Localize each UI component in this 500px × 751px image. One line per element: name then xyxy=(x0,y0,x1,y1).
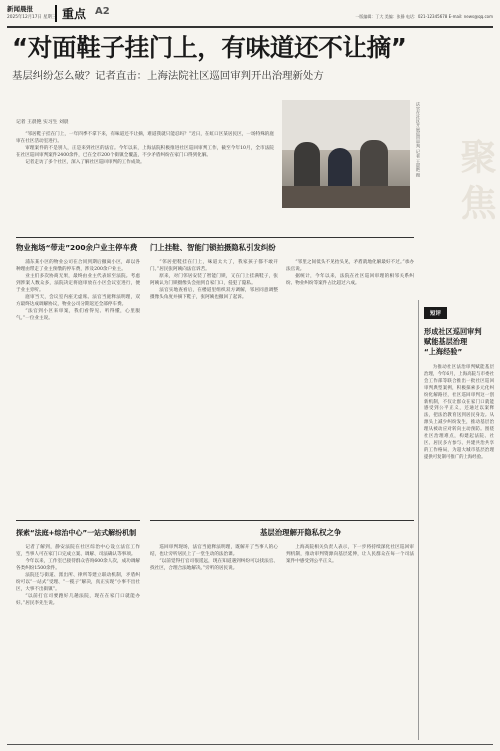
section-paragraph: 庭审当天，会议室内座无虚席。法官当庭释法明理，双方最终达成调解协议，物业公司分期返还全部停车费。 xyxy=(16,295,140,308)
section-heading: 探索“法庭+综治中心”一站式解纷机制 xyxy=(16,529,137,537)
paper-name: 新闻晨报 xyxy=(7,5,33,13)
article-section xyxy=(16,243,140,322)
section-paragraph: 巡回审判现场，法官当庭释法明理，既解开了当事人的心结，也让旁听居民上了一堂生动的法治课。 xyxy=(150,545,278,558)
headline: “对面鞋子挂门上，有味道还不让摘” xyxy=(12,33,407,62)
section-paragraph: 今年以来，工作室已接待群众咨询600余人次，成功调解各类纠纷1500余件。 xyxy=(16,559,140,572)
section-paragraph: 法官实地查看后，在楼道里组织双方调解，邻居同意调整摄像头角度并摘下鞋子，张阿姨也撤回了起诉。 xyxy=(150,288,278,301)
masthead xyxy=(7,4,493,26)
photo-table xyxy=(282,186,410,208)
section-paragraph: 记者了解到，静安法院在社区综治中心设立法官工作室，当事人可在家门口完成立案、调解、司法确认等事项。 xyxy=(16,545,140,558)
commentary-column xyxy=(424,300,494,462)
section-heading: 物业拖场“带走”200余户业主停车费 xyxy=(16,243,138,252)
section-paragraph: “以前觉得打官司很遥远，现在知道遇到纠纷可以找法官、找社区，合理合法地解决。”旁听的居民说。 xyxy=(150,559,278,572)
section-divider xyxy=(16,237,414,238)
article-section xyxy=(150,528,414,744)
section-paragraph: 上海高院相关负责人表示，下一步将持续深化社区巡回审判机制，推动审判资源向基层延伸，让人民群众在每一个司法案件中感受到公平正义。 xyxy=(286,545,414,565)
intro-paragraph: “邻居鞋子挂在门上，一年四季不拿下来，有味道还不让摘，难道我就只能忍吗？”近日，在虹口区某居民区，一场特殊的庭审在社区活动室进行。 xyxy=(16,132,274,145)
commentary-badge: 短评 xyxy=(424,307,447,319)
section-divider xyxy=(150,520,414,521)
section-paragraph: “邻里之间低头不见抬头见，矛盾就地化解最好不过。”承办法官说。 xyxy=(286,260,414,273)
section-paragraph: “邻居把鞋挂在门上，味道太大了，我家孩子都不敢开门。”居民张阿姨向法官诉苦。 xyxy=(150,260,278,273)
section-paragraph: 据统计，今年以来，法院在社区巡回审理的相邻关系纠纷、物业纠纷等案件占比超过六成。 xyxy=(286,274,414,287)
section-paragraph: “法官到小区来审案，我们看得见、听得懂，心里服气。”一位业主说。 xyxy=(16,309,140,322)
page-number: A2 xyxy=(95,6,110,17)
news-photo xyxy=(282,100,410,208)
masthead-rule xyxy=(7,26,493,28)
intro-paragraph: 审理案件的不是别人，正是来到社区的法官。今年以来，上海法院积极推进社区巡回审判工作，截至今年10月，全市法院在社区巡回审判案件2400余件，已在全市200个街镇全覆盖，不少矛盾纠纷在家门口得到化解。 xyxy=(16,146,274,159)
article-section xyxy=(16,528,140,607)
photo-caption: 法官在社区开展巡回审判 记者 王晨艳 摄 xyxy=(416,102,421,178)
commentary-body: 为推动社区法治审判赋能基层治理，今年6月，上海高院与市委社会工作部等联合推出一批社区巡回审判典型案例，积极探索多元化纠纷化解路径，社区巡回审判这一创新机制，不仅让群众在家门口就能感受到公平正义，还通过以案释法，把法治教育送到居民身边。从源头上减少纠纷发生，推动基层治理从被动应对转向主动预防。围绕社区治理难点，构建起法院、社区、居民多方参与、共建共治共享的工作格局，为超大城市基层治理提供可复制可推广的上海经验。 xyxy=(424,365,494,460)
reporter-byline: 记者 王晨艳 实习生 刘晨 xyxy=(16,120,69,125)
intro-block xyxy=(16,118,274,166)
subheadline: 基层纠纷怎么破？记者直击：上海法院社区巡回审判开出治理新处方 xyxy=(12,70,324,82)
column-divider xyxy=(418,300,419,740)
section-heading: 基层治理解开隐私权之争 xyxy=(260,528,342,537)
section-divider xyxy=(16,520,140,521)
section-name: 重点 xyxy=(55,5,86,22)
article-section xyxy=(150,243,414,464)
section-paragraph: 业主们多次协商无果，最终由业主代表诉至法院。考虑到涉案人数众多，法院决定将庭审放在小区会议室进行，便于业主旁听。 xyxy=(16,274,140,294)
intro-paragraph: 记者走访了多个社区，深入了解社区巡回审判的工作成效。 xyxy=(25,160,145,166)
commentary-title: 形成社区巡回审判 赋能基层治理 “上海经验” xyxy=(424,327,482,356)
focus-stamp: 聚焦 xyxy=(455,138,497,230)
section-paragraph: “以前打官司要跑好几趟法院，现在在家门口就能办好。”居民李先生说。 xyxy=(16,594,140,607)
page-info: 一版编辑：丁大 美编：张静 电话：021-12345678 E-mail: news@qq.com xyxy=(355,14,493,19)
section-heading: 门上挂鞋、智能门锁拍摄隐私引发纠纷 xyxy=(150,243,276,252)
section-paragraph: 法院还与街道、派出所、律所等建立联动机制，矛盾纠纷可以“一站式”受理、“一揽子”解决，真正实现“小事不出社区，大事不出街镇”。 xyxy=(16,573,140,593)
section-paragraph: 浦东某小区的物业公司在合同到期后撤离小区，却以各种理由带走了业主预缴的停车费，涉及200余户业主。 xyxy=(16,260,140,273)
section-paragraph: 原来，对门邻居安装了智能门锁，又在门上挂满鞋子，张阿姨认为门锁摄像头会拍到自家门口，侵犯了隐私。 xyxy=(150,274,278,287)
issue-date: 2025年12月17日 星期三 xyxy=(7,15,57,20)
page-bottom-rule xyxy=(7,744,493,745)
